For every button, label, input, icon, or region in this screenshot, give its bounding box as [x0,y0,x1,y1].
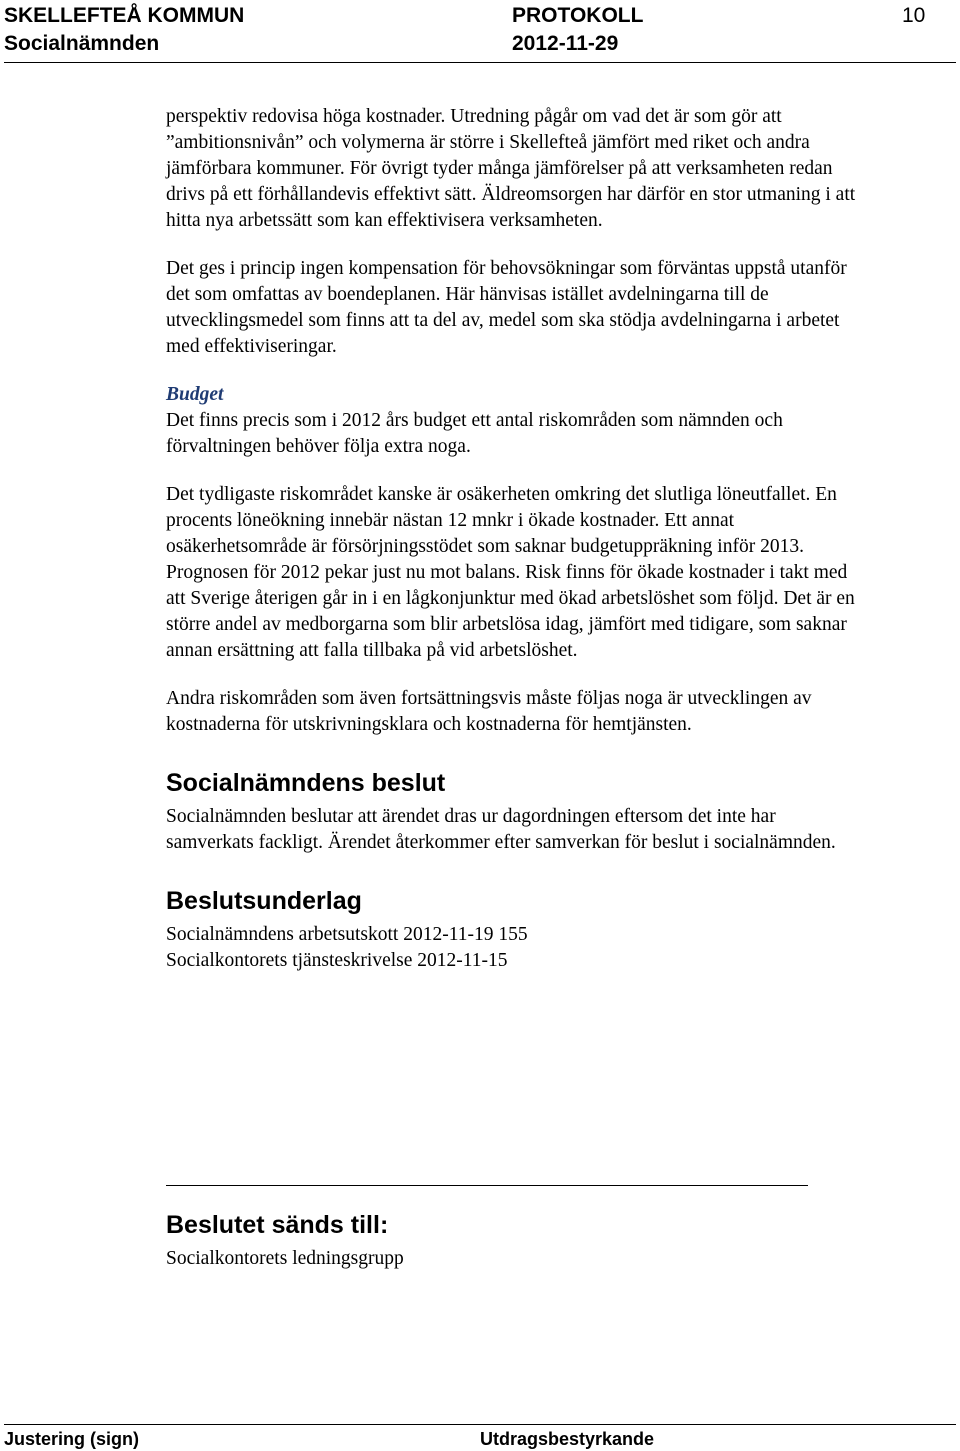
sent-to-section [166,1210,404,1272]
basis-item: Socialkontorets tjänsteskrivelse 2012-11-15 [166,950,508,971]
paragraph: perspektiv redovisa höga kostnader. Utredning pågår om vad det är som gör att ”ambitionsnivån” och volymerna är större i Skellefteå jämfört med riket och andra jämförbara kommuner. För övrigt tyder många jämförelser på att verksamheten redan drivs på ett förhållandevis effektivt sätt. Äldreomsorgen har därför en stor utmaning i att hitta nya arbetssätt som kan effektivisera verksamheten. [166,106,856,231]
decision-text: Socialnämnden beslutar att ärendet dras ur dagordningen eftersom det inte har samverkats fackligt. Ärendet återkommer efter samverkan för beslut i socialnämnden. [166,806,836,853]
page-number: 10 [902,4,926,27]
sent-to-recipient: Socialkontorets ledningsgrupp [166,1248,404,1269]
paragraph: Det ges i princip ingen kompensation för behovsökningar som förväntas uppstå utanför det som omfattas av boendeplanen. Här hänvisas istället avdelningarna till de utvecklingsmedel som finns att ta del av, medel som ska stödja avdelningarna i arbetet med effektiviseringar. [166,258,847,357]
sent-to-heading: Beslutet sänds till: [166,1211,389,1239]
basis-item: Socialnämndens arbetsutskott 2012-11-19 155 [166,924,528,945]
document-type: PROTOKOLL [512,4,644,27]
paragraph: Det finns precis som i 2012 års budget ett antal riskområden som nämnden och förvaltningen behöver följa extra noga. [166,410,783,457]
decision-heading: Socialnämndens beslut [166,769,446,797]
budget-heading: Budget [166,384,224,405]
paragraph: Det tydligaste riskområdet kanske är osäkerheten omkring det slutliga löneutfallet. En procents löneökning innebär nästan 12 mnkr i ökade kostnader. Ett annat osäkerhetsområde är försörjningsstödet som saknar budgetuppräkning inför 2013. Prognosen för 2012 pekar just nu mot balans. Risk finns för ökade kostnader i takt med att Sverige återigen går in i en lågkonjunktur med ökad arbetslöshet som följd. Det är en större andel av medborgarna som blir arbetslösa idag, jämfört med tidigare, som saknar annan ersättning att falla tillbaka på vid arbetslöshet. [166,484,855,661]
signature-line [166,1185,808,1186]
document-date: 2012-11-29 [512,32,619,55]
basis-heading: Beslutsunderlag [166,887,362,915]
footer-utdragsbestyrkande: Utdragsbestyrkande [480,1429,655,1449]
document-body [166,104,856,974]
header-divider [4,62,956,63]
org-name: SKELLEFTEÅ KOMMUN [4,4,245,27]
paragraph: Andra riskområden som även fortsättningsvis måste följas noga är utvecklingen av kostnaderna för utskrivningsklara och kostnaderna för hemtjänsten. [166,688,812,735]
footer-divider [4,1424,956,1425]
footer-justering: Justering (sign) [4,1429,140,1449]
department-name: Socialnämnden [4,32,160,55]
